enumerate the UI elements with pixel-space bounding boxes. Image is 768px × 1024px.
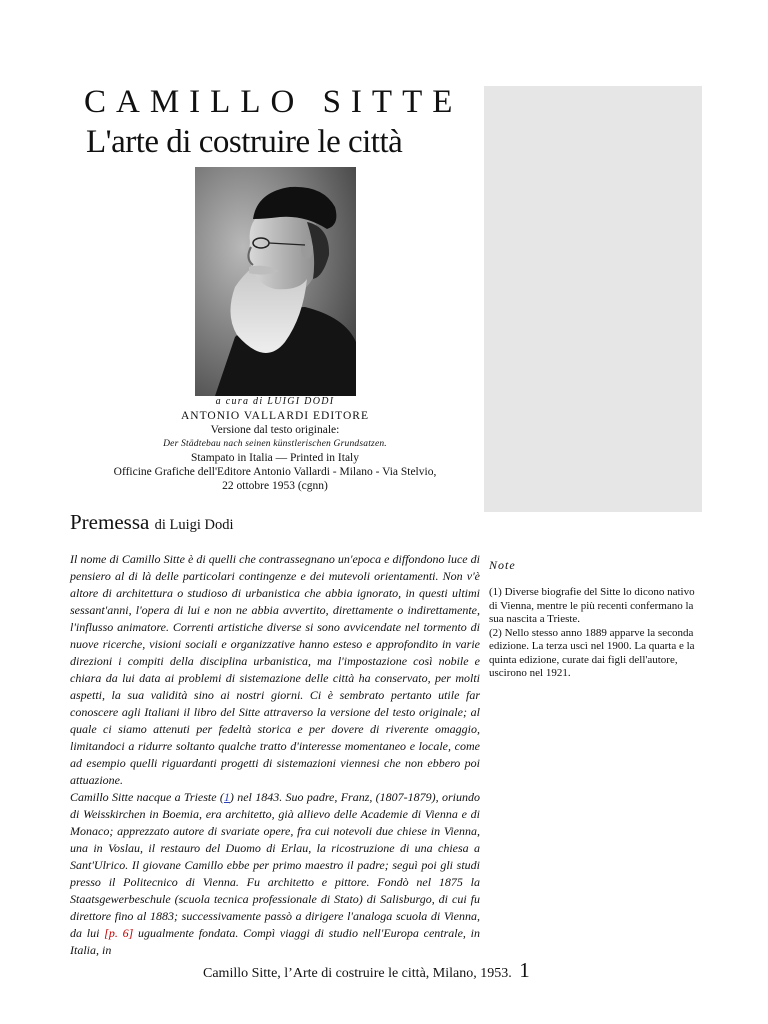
- biography-text-middle: ) nel 1843. Suo padre, Franz, (1807-1879), oriundo di Weisskirchen in Boemia, era architetto, già allievo delle Academie di Vienna e di Monaco; apprezzato autore di svariate opere, fra cui notevoli due chiese in Vienna, una in Voslau, il restauro del Duomo di Erlau, la ricostruzione di una chiesa a Sant'Ulrico. Il giovane Camillo ebbe per primo maestro il padre; seguì poi gli studi presso il Politecnico di Vienna. Fu architetto e pittore. Fondò nel 1875 la Staatsgewerbeschule (scuola tecnica professionale di Stato) di Salisburgo, di cui fu direttore fino al 1883; successivamente passò a dirigere l'analoga scuola di Vienna, da lui: [70, 790, 480, 940]
- footnote-link-1[interactable]: 1: [223, 790, 230, 804]
- curator-line: a cura di LUIGI DODI: [215, 396, 335, 407]
- page-footer: [203, 958, 530, 983]
- side-panel: [484, 86, 702, 512]
- author-name: CAMILLO SITTE: [84, 84, 463, 120]
- original-title: Der Städtebau nach seinen künstlerischen Grundsatzen.: [163, 439, 387, 449]
- date-line: 22 ottobre 1953 (cgnn): [222, 480, 328, 492]
- page-reference-link[interactable]: [p. 6]: [104, 926, 134, 940]
- notes-column: [489, 586, 704, 681]
- version-label: Versione dal testo originale:: [210, 424, 340, 436]
- note-2: (2) Nello stesso anno 1889 apparve la seconda edizione. La terza uscì nel 1900. La quarta e la quinta edizione, curate dai figli dell'autore, uscirono nel 1921.: [489, 626, 695, 679]
- paragraph-biography: [70, 789, 480, 959]
- publisher-line: ANTONIO VALLARDI EDITORE: [181, 410, 369, 422]
- printer-line: Officine Grafiche dell'Editore Antonio Vallardi - Milano - Via Stelvio,: [113, 466, 437, 478]
- author-portrait: [195, 167, 356, 396]
- book-title: L'arte di costruire le città: [86, 124, 403, 160]
- credits-block: [70, 395, 480, 493]
- note-1: (1) Diverse biografie del Sitte lo dicono nativo di Vienna, mentre le più recenti confermano la sua nascita a Trieste.: [489, 586, 695, 625]
- footer-text: Camillo Sitte, l’Arte di costruire le città, Milano, 1953.: [203, 966, 512, 981]
- biography-text-start: Camillo Sitte nacque a Trieste (: [70, 790, 224, 804]
- notes-title: Note: [489, 558, 516, 572]
- section-heading: [70, 510, 234, 535]
- biography-text-end: ugualmente fondata. Compì viaggi di studio nell'Europa centrale, in Italia, in: [70, 926, 481, 957]
- section-byline: di Luigi Dodi: [154, 517, 234, 533]
- section-title: Premessa: [70, 510, 150, 534]
- paragraph-intro: Il nome di Camillo Sitte è di quelli che contrassegnano un'epoca e diffondono luce di pensiero al di là delle particolari contingenze e dei mutevoli orientamenti. Non v'è altore di architettura o studioso di urbanistica che abbia ignorato, in questi ultimi sessant'anni, l'opera di lui e non ne abbia avvertito, direttamente o indirettamente, l'influsso animatore. Correnti artistiche diverse si sono avvicendate nel tormento di nuove ricerche, visioni sociali e organizzative hanno esteso e approfondito in varie direzioni i compiti della disciplina urbanistica, ma l'impostazione così nobile e chiara da lui data ai problemi di sistemazione delle città ha conservato, per molti aspetti, la sua validità sino ai nostri giorni. Ci è sembrato pertanto utile far conoscere agli Italiani il libro del Sitte attraverso la versione del testo originale; al quale ci siamo attenuti per fedeltà storica e per dovere di riverente omaggio, limitandoci a ridurre soltanto qualche tratto d'interesse momentaneo e locale, come ad esempio quelli riguardanti progetti di sistemazioni viennesi che non ebbero poi attuazione.: [70, 552, 480, 787]
- printed-line: Stampato in Italia — Printed in Italy: [191, 452, 359, 464]
- body-text: [70, 551, 480, 959]
- page-number: 1: [519, 958, 530, 982]
